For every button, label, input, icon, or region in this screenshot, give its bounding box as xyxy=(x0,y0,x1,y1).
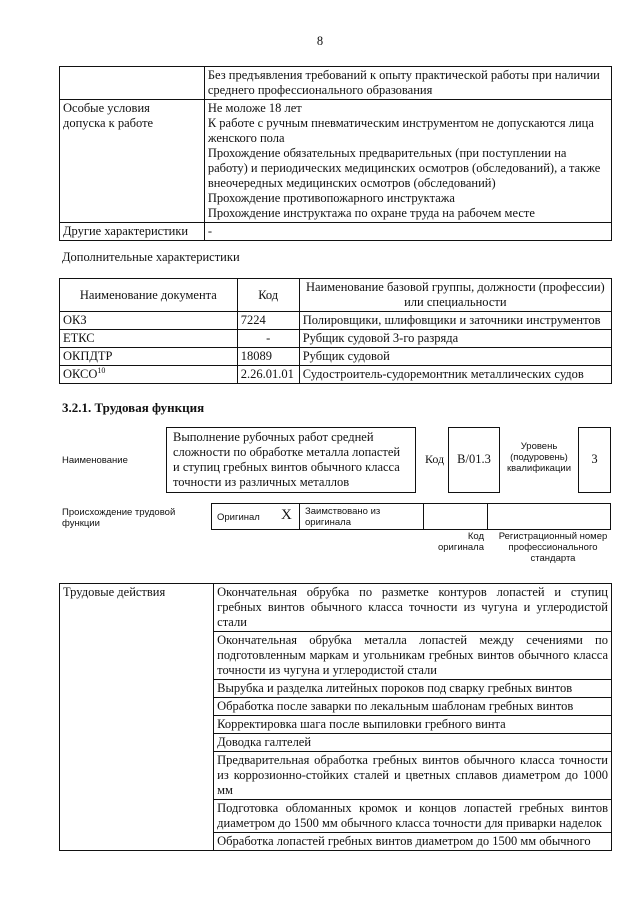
borrowed-label: Заимствовано из оригинала xyxy=(305,506,381,528)
code-label: Код xyxy=(425,452,445,466)
code-original-label: Код оригинала xyxy=(437,531,484,553)
function-code-box xyxy=(448,427,500,493)
document-cell: ОКПДТР xyxy=(60,348,238,366)
divider xyxy=(299,503,300,530)
code-cell: 2.26.01.01 xyxy=(237,366,299,384)
table-row xyxy=(60,584,612,632)
table-row xyxy=(60,348,612,366)
code-cell: 7224 xyxy=(237,312,299,330)
level-box xyxy=(578,427,611,493)
action-item: Вырубка и разделка литейных пороков под сварку гребных винтов xyxy=(214,680,612,698)
function-name-value: Выполнение рубочных работ средней сложности по обработке металла лопастей и ступиц гребных винтов обычного класса точности из различных металлов xyxy=(173,430,401,489)
special-conditions-label: Особые условия допуска к работе xyxy=(60,100,205,223)
labor-actions-table xyxy=(59,583,612,851)
qualification-requirements-table xyxy=(59,66,612,241)
page-number: 8 xyxy=(316,34,324,48)
condition-line: Прохождение противопожарного инструктажа xyxy=(207,191,455,205)
action-item: Подготовка обломанных кромок и концов лопастей гребных винтов диаметром до 1500 мм обычного класса точности для приварки наделок xyxy=(214,800,612,833)
condition-line: К работе с ручным пневматическим инструментом не допускаются лица женского пола xyxy=(207,116,594,145)
document-cell: ЕТКС xyxy=(60,330,238,348)
column-header-document: Наименование документа xyxy=(60,279,238,312)
condition-line: Прохождение обязательных предварительных (при поступлении на работу) и периодических медицинских осмотров (обследований), а также внеочередных медицинских осмотров (обследований) xyxy=(207,146,601,190)
special-conditions-list xyxy=(204,100,611,223)
function-name-box xyxy=(166,427,416,493)
action-item: Обработка после заварки по лекальным шаблонам гребных винтов xyxy=(214,698,612,716)
table-row xyxy=(60,67,612,100)
labor-actions-label: Трудовые действия xyxy=(60,584,214,851)
name-cell: Рубщик судовой 3-го разряда xyxy=(299,330,611,348)
section-heading: 3.2.1. Трудовая функция xyxy=(62,400,205,415)
column-header-name: Наименование базовой группы, должности (профессии) или специальности xyxy=(299,279,611,312)
column-header-code: Код xyxy=(237,279,299,312)
table-header-row xyxy=(60,279,612,312)
action-item: Доводка галтелей xyxy=(214,734,612,752)
additional-characteristics-table xyxy=(59,278,612,384)
table-row xyxy=(60,330,612,348)
function-code-value: B/01.3 xyxy=(457,452,491,466)
original-mark: X xyxy=(281,507,292,523)
action-item: Окончательная обрубка металла лопастей между сечениями по подготовленным маркам и угольникам гребных винтов обычного класса точности из чугуна и углеродистой стали xyxy=(214,632,612,680)
other-characteristics-value: - xyxy=(204,223,611,241)
document-cell: ОКСО$^{10}$ xyxy=(60,366,238,384)
name-cell: Рубщик судовой xyxy=(299,348,611,366)
table-row xyxy=(60,366,612,384)
reg-number-label: Регистрационный номер профессионального стандарта xyxy=(498,531,608,564)
code-cell: - xyxy=(237,330,299,348)
row-label xyxy=(60,67,205,100)
level-value: 3 xyxy=(591,452,598,466)
additional-characteristics-title: Дополнительные характеристики xyxy=(62,250,240,264)
action-item: Предварительная обработка гребных винтов обычного класса точности из коррозионно-стойких сталей и цветных сплавов диаметром до 1000 мм xyxy=(214,752,612,800)
divider xyxy=(487,503,488,530)
code-cell: 18089 xyxy=(237,348,299,366)
table-row xyxy=(60,100,612,223)
table-row xyxy=(60,223,612,241)
condition-line: Прохождение инструктажа по охране труда на рабочем месте xyxy=(207,206,535,220)
document-cell: ОКЗ xyxy=(60,312,238,330)
original-label: Оригинал xyxy=(217,512,260,523)
name-cell: Судостроитель-судоремонтник металлических судов xyxy=(299,366,611,384)
name-label: Наименование xyxy=(62,455,128,466)
action-item: Обработка лопастей гребных винтов диаметром до 1500 мм обычного xyxy=(214,833,612,851)
action-item: Окончательная обрубка по разметке контуров лопастей и ступиц гребных винтов обычного класса точности из чугуна и углеродистой стали xyxy=(214,584,612,632)
name-cell: Полировщики, шлифовщики и заточники инструментов xyxy=(299,312,611,330)
other-characteristics-label: Другие характеристики xyxy=(60,223,205,241)
table-row xyxy=(60,312,612,330)
footnote-ref: 10 xyxy=(97,365,106,375)
education-requirement: Без предъявления требований к опыту практической работы при наличии среднего профессионального образования xyxy=(204,67,611,100)
level-label: Уровень (подуровень) квалификации xyxy=(506,441,572,474)
condition-line: Не моложе 18 лет xyxy=(207,101,302,115)
origin-label: Происхождение трудовой функции xyxy=(62,507,176,529)
action-item: Корректировка шага после выпиловки гребного винта xyxy=(214,716,612,734)
divider xyxy=(423,503,424,530)
